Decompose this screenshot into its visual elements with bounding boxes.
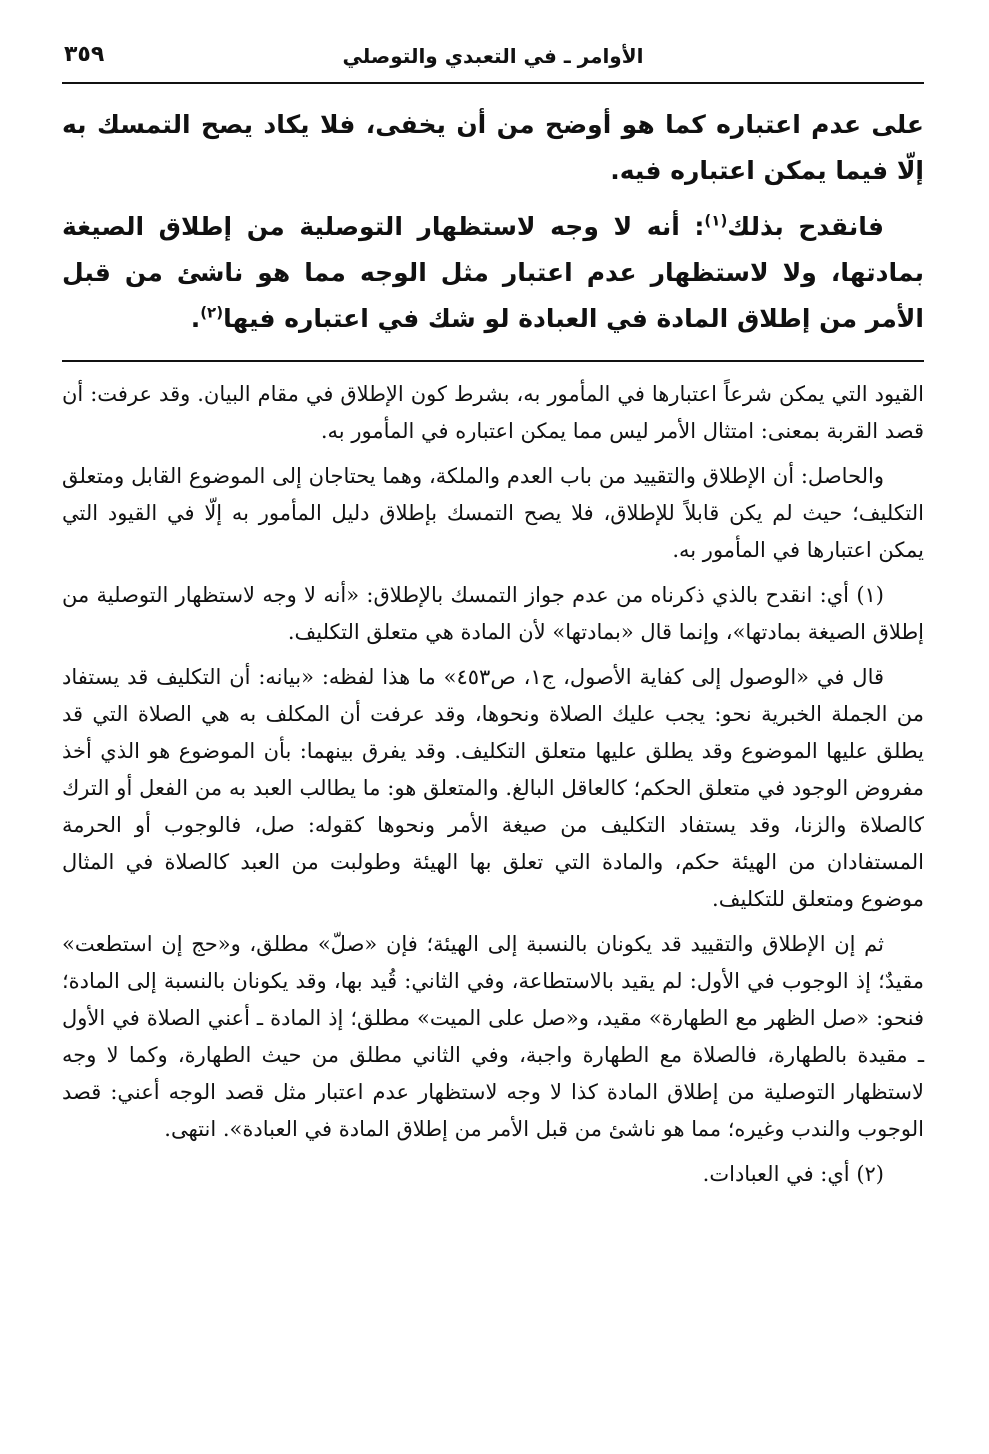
footnote-continued-1: القيود التي يمكن شرعاً اعتبارها في المأمور به، بشرط كون الإطلاق في مقام البيان. وقد عرفت: أن قصد القربة بمعنى: امتثال الأمر ليس مما يمكن اعتباره في المأمور به. bbox=[62, 382, 924, 443]
book-page bbox=[62, 30, 924, 1201]
main-paragraph-1: على عدم اعتباره كما هو أوضح من أن يخفى، فلا يكاد يصح التمسك به إلّا فيما يمكن اعتباره فيه. bbox=[62, 110, 924, 185]
footnote-2: (٢) أي: في العبادات. bbox=[702, 1162, 884, 1186]
page-number: ٣٥٩ bbox=[64, 42, 105, 67]
running-header-title: الأوامر ـ في التعبدي والتوصلي bbox=[342, 44, 644, 68]
main-paragraph-2-end: . bbox=[190, 304, 201, 333]
footnotes bbox=[62, 362, 924, 1193]
footnote-1-quote: قال في «الوصول إلى كفاية الأصول، ج١، ص٤٥٣» ما هذا لفظه: «بيانه: أن التكليف قد يستفاد من الجملة الخبرية نحو: يجب عليك الصلاة ونحوها، وقد عرفت أن المكلف به هي الصلاة التي قد يطلق عليها الموضوع وقد يطلق عليها متعلق التكليف. وقد يفرق بينهما: بأن الموضوع هو الذي أخذ مفروض الوجود في متعلق الحكم؛ كالعاقل البالغ. والمتعلق هو: ما يطالب العبد به من الفعل أو الترك كالصلاة والزنا، وقد يستفاد التكليف من صيغة الأمر ونحوها كقوله: صل، فالوجوب أو الحرمة المستفادان من الهيئة حكم، والمادة التي تعلق بها الهيئة وطولبت من العبد كالصلاة في المثال موضوع ومتعلق للتكليف. bbox=[62, 665, 924, 911]
footnote-1: (١) أي: انقدح بالذي ذكرناه من عدم جواز التمسك بالإطلاق: «أنه لا وجه لاستظهار التوصلية من إطلاق الصيغة بمادتها»، وإنما قال «بمادتها» لأن المادة هي متعلق التكليف. bbox=[62, 583, 924, 644]
footnote-1-continued: ثم إن الإطلاق والتقييد قد يكونان بالنسبة إلى الهيئة؛ فإن «صلّ» مطلق، و«حج إن استطعت» مقيدٌ؛ إذ الوجوب في الأول: لم يقيد بالاستطاعة، وفي الثاني: قُيد بها، وقد يكونان بالنسبة إلى المادة؛ فنحو: «صل الظهر مع الطهارة» مقيد، و«صل على الميت» مطلق؛ إذ المادة ـ أعني الصلاة في الأول ـ مقيدة بالطهارة، فالصلاة مع الطهارة واجبة، وفي الثاني مطلق من حيث الطهارة، وكما لا وجه لاستظهار التوصلية من إطلاق المادة كذا لا وجه لاستظهار عدم اعتبار مثل قصد الوجه أعني: قصد الوجوب والندب وغيره؛ مما هو ناشئ من قبل الأمر من إطلاق المادة في العبادة». انتهى. bbox=[62, 932, 924, 1141]
footnote-ref-1[interactable]: (١) bbox=[704, 211, 728, 230]
running-header bbox=[62, 30, 924, 82]
main-paragraph-2-lead: فانقدح بذلك bbox=[727, 212, 884, 241]
main-text bbox=[62, 84, 924, 360]
footnote-continued-2: والحاصل: أن الإطلاق والتقييد من باب العدم والملكة، وهما يحتاجان إلى الموضوع القابل ومتعلق التكليف؛ حيث لم يكن قابلاً للإطلاق، فلا يصح التمسك بإطلاق دليل المأمور به إلّا في القيود التي يمكن اعتبارها في المأمور به. bbox=[62, 464, 924, 562]
main-paragraph-2-body: : أنه لا وجه لاستظهار التوصلية من إطلاق الصيغة بمادتها، ولا لاستظهار عدم اعتبار مثل الوجه مما هو ناشئ من قبل الأمر من إطلاق المادة في العبادة لو شك في اعتباره فيها bbox=[62, 212, 924, 333]
footnote-ref-2[interactable]: (٢) bbox=[200, 303, 224, 322]
main-paragraph-2 bbox=[62, 204, 924, 342]
